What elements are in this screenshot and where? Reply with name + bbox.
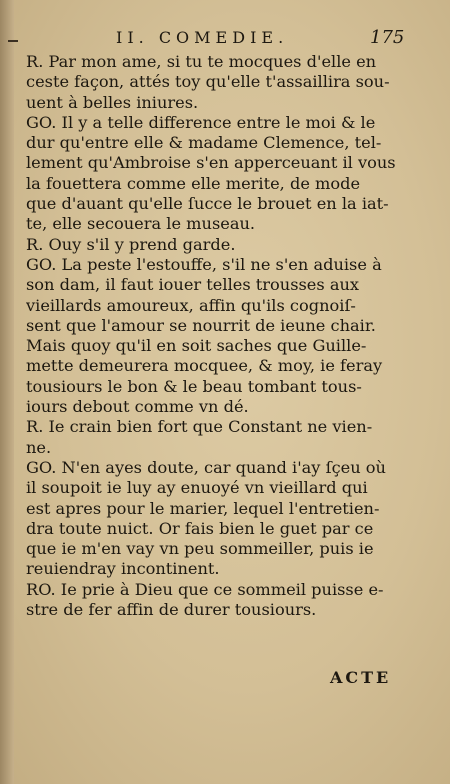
page-gutter-edge: [0, 0, 14, 784]
text-line: est apres pour le marier, lequel l'entretien-: [26, 498, 380, 518]
catchword: ACTE: [330, 668, 392, 687]
text-line: RO. Ie prie à Dieu que ce sommeil puisse e-: [26, 579, 384, 599]
text-line: R. Ouy s'il y prend garde.: [26, 234, 236, 254]
text-line: la fouettera comme elle merite, de mode: [26, 173, 361, 193]
text-line: R. Ie crain bien fort que Constant ne vien-: [26, 417, 373, 437]
text-line: GO. Il y a telle difference entre le moi & le: [26, 112, 376, 132]
text-line: lement qu'Ambroise s'en apperceuant il vous: [26, 153, 396, 173]
text-line: dur qu'entre elle & madame Clemence, tel-: [26, 133, 382, 153]
text-line: tousiours le bon & le beau tombant tous-: [26, 376, 362, 396]
text-line: reuiendray incontinent.: [26, 559, 220, 579]
text-line: stre de fer affin de durer tousiours.: [26, 600, 317, 620]
page-header: [0, 24, 450, 50]
text-line: dra toute nuict. Or fais bien le guet par ce: [26, 518, 374, 538]
text-line: mette demeurera mocquee, & moy, ie feray: [26, 356, 383, 376]
text-line: te, elle secouera le museau.: [26, 214, 256, 234]
text-line: iours debout comme vn dé.: [26, 397, 249, 417]
text-line: il soupoit ie luy ay enuoyé vn vieillard qui: [26, 478, 368, 498]
page-number: 175: [370, 27, 405, 48]
text-line: ne.: [26, 437, 52, 457]
text-line: ceste façon, attés toy qu'elle t'assaillira sou-: [26, 72, 390, 92]
running-head: II. COMEDIE.: [116, 28, 289, 47]
text-line: sent que l'amour se nourrit de ieune chair.: [26, 315, 376, 335]
text-line: que d'auant qu'elle ſucce le brouet en la iat-: [26, 194, 389, 214]
text-line: GO. N'en ayes doute, car quand i'ay ſçeu où: [26, 457, 386, 477]
text-line: que ie m'en vay vn peu sommeiller, puis ie: [26, 539, 374, 559]
text-line: GO. La peste l'estouffe, s'il ne s'en aduise à: [26, 254, 382, 274]
text-line: vieillards amoureux, affin qu'ils cognoiſ-: [26, 295, 356, 315]
text-line: Mais quoy qu'il en soit saches que Guille-: [26, 336, 367, 356]
text-line: R. Par mon ame, si tu te mocques d'elle en: [26, 52, 377, 71]
text-line: uent à belles iniures.: [26, 92, 199, 112]
body-text: [26, 52, 410, 620]
text-line: son dam, il faut iouer telles trousses aux: [26, 275, 360, 295]
